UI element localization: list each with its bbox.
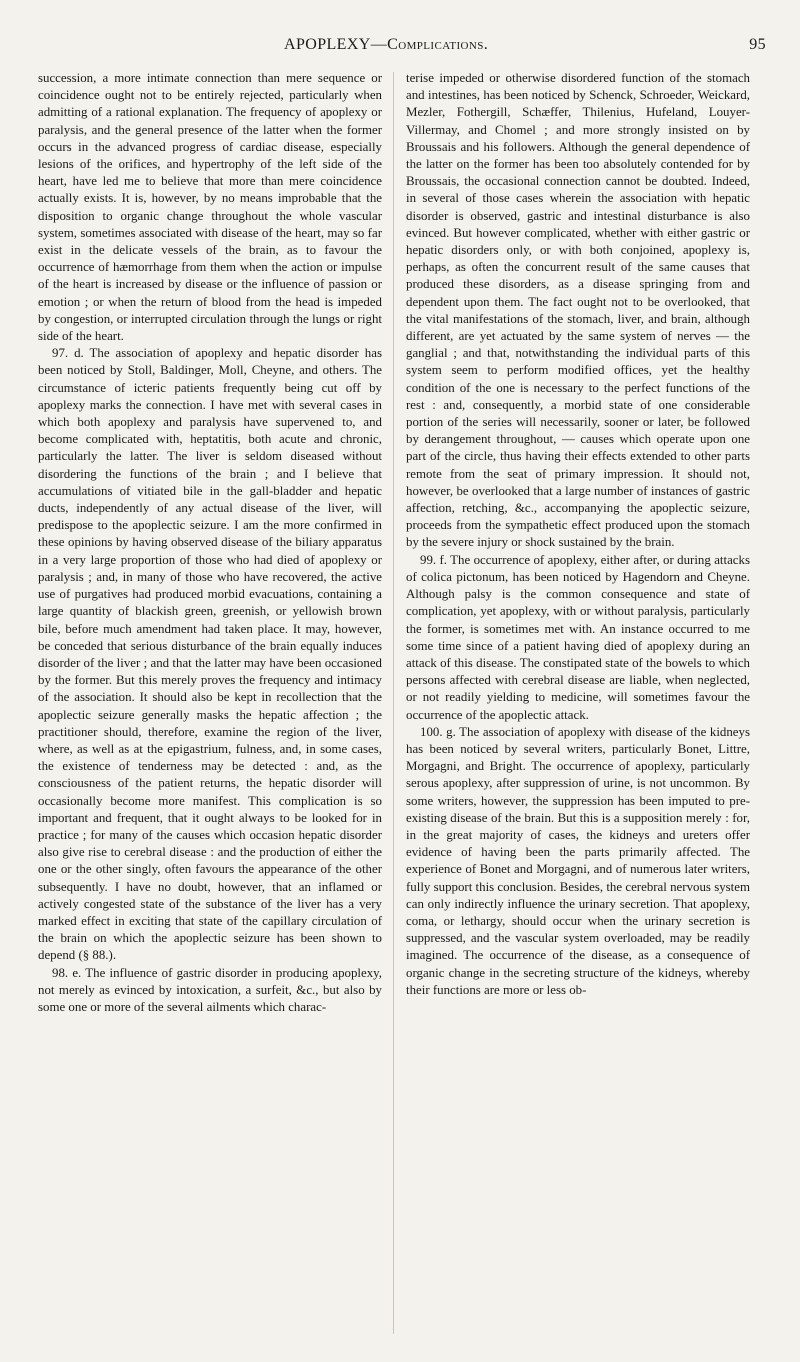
paragraph: 100. g. The association of apoplexy with disease of the kidneys has been noticed by several writers, particularly Bonet, Littre, Morgagni, and Bright. The occurrence of apoplexy, particularly serous apoplexy, after suppression of urine, is not uncommon. By some writers, however, the suppression has been imputed to pre-existing disease of the brain. But this is a supposition merely : for, in the great majority of cases, the kidneys and ureters offer evidence of having been the parts primarily affected. The experience of Bonet and Morgagni, and of numerous later writers, fully support this conclusion. Besides, the cerebral nervous system can only indirectly influence the urinary secretion. That apoplexy, coma, or lethargy, should occur when the urinary secretion is suppressed, and the vascular system overloaded, may be readily imagined. The occurrence of the disease, as a consequence of organic change in the secreting structure of the kidneys, whereby their functions are more or less ob- (406, 724, 750, 997)
paragraph: 98. e. The influence of gastric disorder in producing apoplexy, not merely as evinced by intoxication, a surfeit, &c., but also by some one or more of the several ailments which charac- (38, 965, 382, 1014)
page-number: 95 (749, 36, 766, 53)
paragraph: terise impeded or otherwise disordered function of the stomach and intestines, has been noticed by Schenck, Schroeder, Weickard, Mezler, Fothergill, Schæffer, Thilenius, Hufeland, Louyer-Villermay, and Chomel ; and more strongly insisted on by Broussais and his followers. Although the general dependence of the latter on the former has been too absolutely contended for by Broussais, the occasional connection cannot be doubted. Indeed, in several of those cases wherein the association with hepatic disorder is observed, gastric and intestinal disturbance is also evinced. But however complicated, whether with either gastric or hepatic disorders only, or with both conjoined, apoplexy is, perhaps, as often the concurrent result of the same causes that produced these disorders, as a disease springing from and dependent upon them. The fact ought not to be overlooked, that the vital manifestations of the stomach, liver, and brain, although different, are yet actuated by the same system of nerves — the ganglial ; and that, notwithstanding the individual parts of this system seem to perform modified offices, yet the healthy condition of the one is necessary to the perfect functions of the rest : and, consequently, a morbid state of one considerable portion of the series will necessarily, sooner or later, be followed by derangement throughout, — causes which operate upon one part of the circle, thus having their effects extended to other parts remote from the seat of primary impression. It should not, however, be overlooked that a large number of instances of gastric affection, retching, &c., accompanying the apoplectic seizure, proceeds from the sympathetic effect produced upon the stomach by the severe injury or shock sustained by the brain. (406, 71, 750, 550)
column-divider (393, 72, 394, 1334)
right-column (406, 70, 750, 999)
paragraph: 97. d. The association of apoplexy and hepatic disorder has been noticed by Stoll, Baldinger, Moll, Cheyne, and others. The circumstance of icteric patients frequently being cut off by apoplexy marks the connection. I have met with several cases in which both apoplexy and paralysis have supervened to, and become complicated with, heptatitis, both acute and chronic, particularly the latter. The liver is seldom diseased without disordering the functions of the brain ; and I believe that accumulations of vitiated bile in the gall-bladder and hepatic ducts, independently of any actual disease of the liver, will predispose to the apoplectic seizure. I am the more confirmed in these opinions by having observed disease of the biliary apparatus in a very large proportion of those who had died of apoplexy or paralysis ; and, in many of those who have recovered, the active use of purgatives had produced morbid evacuations, containing a large quantity of blackish green, greenish, or yellowish brown bile, before much amendment had taken place. It may, however, be conceded that serious disturbance of the brain equally induces disorder of the liver ; and that the latter may have been occasioned by the former. But this merely proves the frequency and intimacy of the association. It should also be kept in recollection that the apoplectic seizure generally masks the hepatic affection ; the practitioner should, therefore, examine the region of the liver, where, as well as at the epigastrium, fulness, and, in some cases, the existence of tenderness may be detected : and, as the consciousness of the patient returns, the hepatic disorder will occasionally become more manifest. This complication is so important and frequent, that it ought always to be looked for in practice ; for many of the causes which occasion hepatic disorder also give rise to cerebral disease : and the production of either the one or the other singly, often favours the appearance of the other subsequently. I have no doubt, however, that an inflamed or actively congested state of the substance of the liver has a very marked effect in exciting that state of the capillary circulation of the brain on which the apoplectic seizure has been shown to depend (§ 88.). (38, 346, 382, 963)
paragraph: 99. f. The occurrence of apoplexy, either after, or during attacks of colica pictonum, has been noticed by Hagendorn and Cheyne. Although palsy is the common consequence and state of complication, yet apoplexy, with or without paralysis, particularly the former, is sometimes met with. An instance occurred to me some time since of a patient having died of apoplexy during an attack of this disease. The constipated state of the bowels to which persons affected with cerebral disease are liable, when neglected, or not readily yielding to medicine, will sometimes favour the occurrence of the apoplectic attack. (406, 552, 750, 722)
title-tail: Complications. (387, 36, 489, 53)
paragraph: succession, a more intimate connection than mere sequence or coincidence ought not to be entirely rejected, particularly when admitting of a rational explanation. The frequency of apoplexy or paralysis, and the general presence of the latter when the former occurs in the advanced progress of cardiac disease, especially lesions of the orifices, and hypertrophy of the left side of the heart, have led me to believe that more than mere coincidence actually exists. It is, however, by no means improbable that the disposition to organic change throughout the whole vascular system, sometimes associated with disease of the heart, may so far exist in the delicate vessels of the brain, as to favour the occurrence of hæmorrhage from them when the action or impulse of the heart is increased by disease or the influence of passion or emotion ; or when the return of blood from the head is impeded by congestion, or interrupted circulation through the lungs or right side of the heart. (38, 71, 382, 344)
running-header (36, 34, 766, 60)
left-column (38, 70, 382, 1016)
title-separator: — (370, 36, 388, 53)
title-lead: APOPLEXY (284, 36, 371, 53)
running-title (284, 36, 488, 54)
